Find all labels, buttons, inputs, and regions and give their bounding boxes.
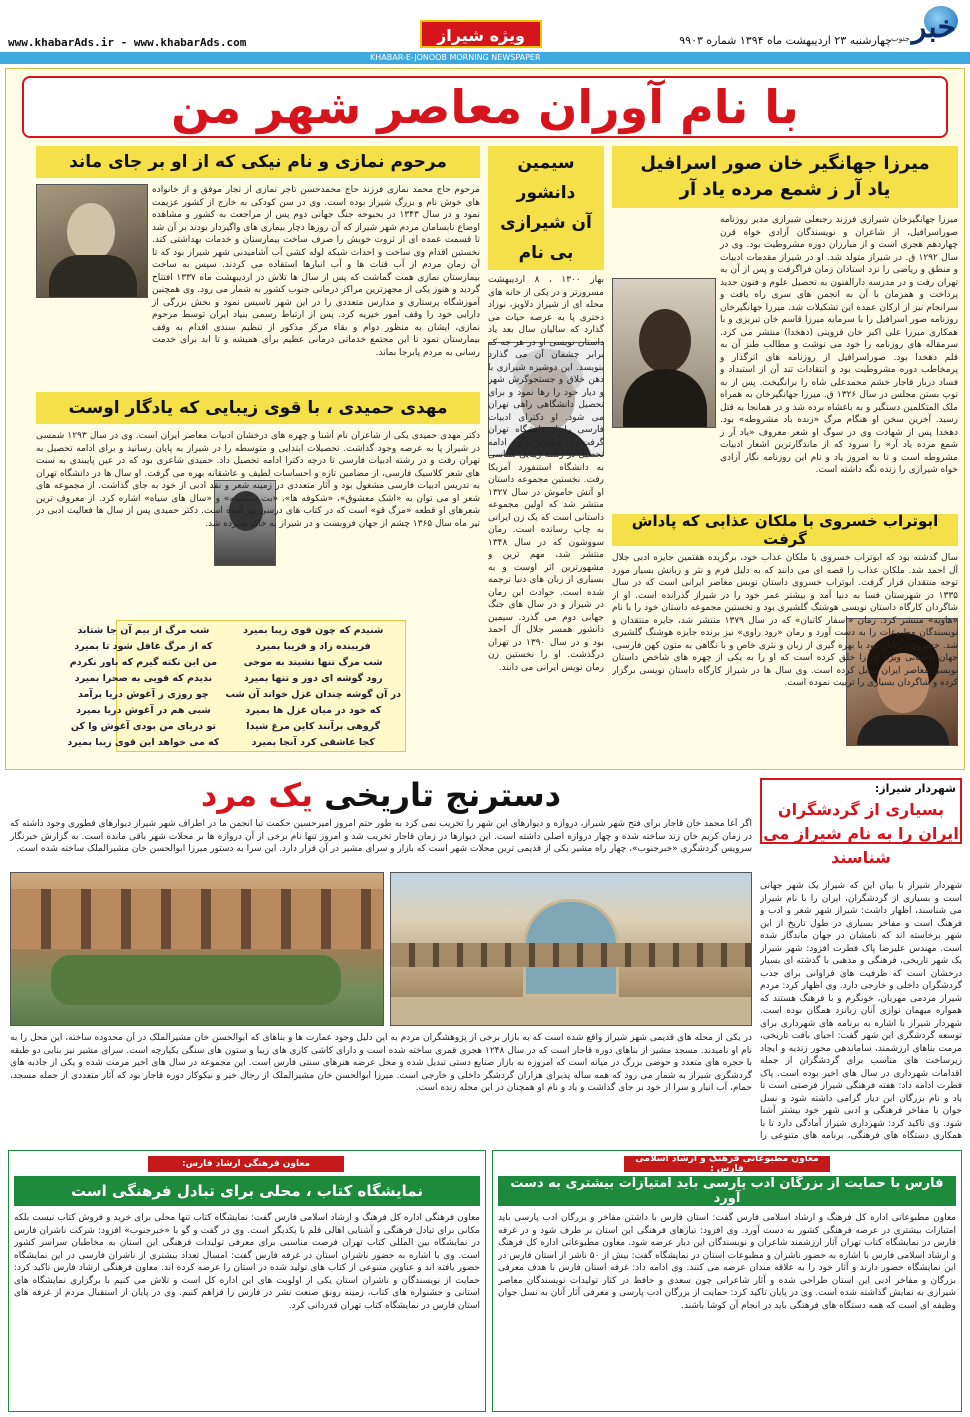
mayor-kicker: شهردار شیراز: xyxy=(874,782,956,795)
namazi-body: مرحوم حاج محمد نمازی فرزند حاج محمدحسن تاجر نمازی از تجار موفق و از خانواده های خوش نام و بزرگ شیراز بوده است. وی در سن کودکی به خارج از کشور عزیمت نمود و در سال ۱۳۴۳ در بحبوحه جنگ جهانی دوم پس از مراجعت به کشور و مشاهده اوضاع نابسامان مردم شهر شیراز که آن روزها دچار بیماری های واگیردار بودند بر آن شد تا قسمت عمده ای از ثروت خویش را صرف ساخت بیمارستان و خدمات بهداشتی کند. نخستین اقدام وی ساخت و احداث شبکه لوله کشی آب آشامیدنی شهر شیراز بود که تا آن زمان مردم از آب قنات ها و آب انبارها استفاده می کردند. سپس به ساخت بیمارستان نمازی همت گماشت که پس از سال ها تلاش در اردیبهشت ماه ۱۳۳۷ افتتاح گردید و هنوز یکی از مجهزترین مراکز درمانی جنوب کشور به شمار می رود. وی همچنین آموزشگاه پرستاری و مدارس متعددی را در این شهر تاسیس نمود و بخش بزرگی از دارایی خود را وقف امور خیریه کرد. پس از ارتباط رسمی بنیاد ایران توسط مرحوم نمازی، ایشان به منظور دوام و بقاء مرکز مذکور از تنظیم سندی اقدام به وقف بیمارستان نمود تا این مجتمع خدماتی درمانی عظیم برای همیشه و تا ابد برای خدمت رسانی به مردم پابرجا بماند. xyxy=(152,185,480,358)
hamidi-poem-box xyxy=(67,620,406,752)
hamidi-title: مهدی حمیدی ، با قوی زیبایی که یادگار اوست xyxy=(36,392,480,424)
dastranj-title xyxy=(10,776,752,816)
masthead xyxy=(0,0,970,68)
saray-arches xyxy=(11,889,384,949)
poem-line: شنیدم که چون قوی زیبا بمیرد xyxy=(243,625,384,636)
special-label: ویژه شیراز xyxy=(420,20,542,48)
newspaper-logo xyxy=(890,4,964,48)
main-title-banner xyxy=(22,76,948,138)
sooresrafil-title-line2: یاد آر ز شمع مرده یاد آر xyxy=(679,179,891,200)
sooresrafil-title xyxy=(612,146,958,208)
poem-line: در آن گوشه چندان غزل خواند آن شب xyxy=(225,689,401,700)
website-url: www.khabarAds.ir - www.khabarAds.com xyxy=(8,36,247,49)
dastranj-title-part1: دسترنج تاریخی xyxy=(324,776,562,814)
poem-line: شبی هم در آغوش دریا بمیرد xyxy=(76,705,211,716)
hamidi-body-tail xyxy=(36,620,112,752)
namazi-title: مرحوم نمازی و نام نیکی که از او بر جای ماند xyxy=(36,146,480,178)
mosque-arcade xyxy=(391,943,752,967)
fars-adab-body: معاون مطبوعاتی اداره کل فرهنگ و ارشاد اسلامی فارس گفت: استان فارس با داشتن مفاخر و بزرگان ادب پارسی باید امتیازات بیشتری در عرصه فرهنگی کشور به دست آورد. وی افزود: نیازهای فرهنگی این استان بر طرف شود و در غرفه فارس در نمایشگاه کتاب تهران آثار ارزشمند شاعران و نویسندگان این دیار عرضه شود. معاون مطبوعاتی اداره کل فرهنگ و ارشاد اسلامی فارس با اشاره به حضور ناشران و مطبوعات استان در نمایشگاه گفت: بیش از ۵۰ ناشر از استان فارس در این نمایشگاه حضور دارند و آثار خود را به علاقه مندان عرضه می کنند. وی ادامه داد: غرفه استان فارس با هدف معرفی بزرگان و مفاخر ادبی این استان طراحی شده و آثار شاعرانی چون سعدی و حافظ در کنار تولیدات نویسندگان معاصر شیرازی به نمایش گذاشته شده است. وی در پایان تاکید کرد: حمایت از بزرگان ادب پارسی و معرفی آثار آنان به نسل جوان وظیفه ای است که همه دستگاه های فرهنگی باید در انجام آن کوشا باشند. xyxy=(498,1213,956,1311)
fars-adab-kicker: معاون مطبوعاتی فرهنگ و ارشاد اسلامی فارس : xyxy=(624,1156,830,1172)
mayor-title: بسیاری از گردشگران ایران را به نام شیراز می شناسند xyxy=(763,800,959,867)
simin-title-line2: آن شیرازی xyxy=(500,213,592,233)
simin-title-line3: بی نام xyxy=(518,243,574,263)
poem-line: که از مرگ غافل شود تا بمیرد xyxy=(74,641,213,652)
sooresrafil-body: میرزا جهانگیرخان شیرازی فرزند رجبعلی شیرازی مدیر روزنامه صوراسرافیل، از شاعران و نویسندگان آزادی خواه قرن چهاردهم هجری است و از مبارزان دوره مشروطیت بود. وی در سال ۱۲۹۲ ق. در شیراز متولد شد. او در شیراز مقدمات ادبیات و منطق و ریاضی را نزد استادان زمان فراگرفت و پس از آن به تهران رفت و در مدرسه دارالفنون به تحصیل علوم و فنون جدید پرداخت و همزمان با آن به انجمن های سری راه یافت و سرانجام نیز از ارکان عمده این تشکیلات شد. میرزا جهانگیرخان روزنامه صور اسرافیل را با سرمایه میرزا قاسم خان تبریزی و با همکاری میرزا علی اکبر خان قزوینی (دهخدا) منتشر می کرد. سرمقاله های روزنامه را خود می نوشت و مطالب طنز آن به قلم دهخدا بود. صوراسرافیل از روزنامه های اثرگذار و پرمخاطب دوره مشروطیت بود و انتقادات تند آن از استبداد و فساد دربار قاجار خشم محمدعلی شاه را برانگیخت. پس از به توپ بستن مجلس در سال ۱۳۲۶ ق. میرزا جهانگیرخان به همراه ملک المتکلمین دستگیر و به باغشاه برده شد و در همانجا به قتل رسید. آخرین سخن او هنگام مرگ «زنده باد مشروطه» بود. دهخدا پس از شهادت وی در سوگ او شعر معروف «یاد آر ز شمع مرده یاد آر» را سرود که از ماندگارترین اشعار ادبیات مشروطه است و تا به امروز یاد و نام این روزنامه نگار آزادی خواه شیرازی را زنده نگه داشته است. xyxy=(720,215,958,475)
khosravi-title: ابوتراب خسروی با ملکان عذابی که پاداش گرفت xyxy=(612,514,958,546)
poem-line: چو روزی ز آغوش دریا برآمد xyxy=(78,689,209,700)
simin-photo-mask xyxy=(488,342,604,456)
namayeshgah-kicker: معاون فرهنگی ارشاد فارس: xyxy=(148,1156,344,1172)
mosque-photo xyxy=(390,872,752,1026)
mayor-body: شهردار شیراز با بیان این که شیراز یک شهر جهانی است و بسیاری از گردشگران، ایران را با نام شیراز می شناسند، اظهار داشت: شیراز شهر شعر و ادب و فرهنگ است و مفاخر بسیاری در طول تاریخ از این شهر برخاسته اند که نامشان در جهان ماندگار شده است. مهندس علیرضا پاک فطرت افزود: شهر شیراز یک شهر تاریخی، فرهنگی و مذهبی با گذشته ای بسیار درخشان است که ظرفیت های فراوانی برای جذب گردشگران داخلی و خارجی دارد. وی اظهار کرد: مردم شیراز مردمی مهربان، خونگرم و با فرهنگ هستند که همواره میهمان نوازی آنان زبانزد همگان بوده است. شهردار شیراز با اشاره به برنامه های شهرداری برای توسعه گردشگری این شهر گفت: احیای بافت تاریخی، مرمت بناهای ارزشمند، ساماندهی محور زندیه و ایجاد زیرساخت های مناسب برای گردشگران از جمله اقدامات شهرداری در سال های اخیر بوده است. پاک فطرت ادامه داد: هفته فرهنگی شیراز فرصتی است تا یاد و نام بزرگان این دیار گرامی داشته شود و نسل جوان با مفاخر فرهنگی و ادبی شهر خود بیشتر آشنا شود. وی تاکید کرد: شهرداری شیراز آمادگی دارد تا با همکاری دستگاه های فرهنگی، برنامه های متنوعی را xyxy=(760,881,962,1141)
poem-line: تو دریای من بودی آغوش وا کن xyxy=(70,721,216,732)
khosravi-body: سال گذشته بود که ابوتراب خسروی با ملکان عذاب خود، برگزیده هفتمین جایزه ادبی جلال آل احمد شد. ملکان عذاب را قصه ای می دانند که به دلیل فرم و نثر و زبانش بسیار مورد توجه منتقدان قرار گرفت. ابوتراب خسروی داستان نویس معاصر ایرانی است که در سال ۱۳۳۵ در شهرستان فسا به دنیا آمد و بیشتر عمر خود را در شیراز گذرانده است. او از شاگردان کارگاه داستان نویسی هوشنگ گلشیری بود و نخستین مجموعه داستان خود را با نام «هاویه» منتشر کرد. رمان «اسفار کاتبان» که در سال ۱۳۷۹ منتشر شد، جایزه منتقدان و نویسندگان مطبوعات را به دست آورد و رمان «رود راوی» نیز برنده جایزه هوشنگ گلشیری شد. خسروی در آثار خود با بهره گیری از زبان و نثری خاص و با نگاهی به متون کهن فارسی، جهان داستانی ویژه ای را خلق کرده است که او را به یکی از چهره های شاخص داستان نویسی معاصر ایران تبدیل کرده است. وی سال ها در شیراز کارگاه داستان نویسی برگزار کرده و شاگردان بسیاری را تربیت نموده است. xyxy=(612,553,958,688)
mosque-courtyard xyxy=(391,997,752,1026)
poem-line: من این نکته گیرم که باور نکردم xyxy=(69,657,218,668)
dastranj-body-bottom: در یکی از محله های قدیمی شهر شیراز واقع شده است که به بازار برخی از پژوهشگران مردم به این دلیل وجود عمارت ها و بناهای که ابوالحسن خان مشیرالملک در آن محدوده ساخته، این محل را به نام او نامیدند. مسجد مشیر از بناهای دوره قاجار است که در سال ۱۲۴۸ هجری قمری ساخته شده است و دارای کاشی کاری های زیبا و ستون های سنگی یکپارچه است. سرای مشیر نیز بنایی دو طبقه با حجره های متعدد و حوضی بزرگ در میانه است که امروزه به بازار صنایع دستی تبدیل شده و محل عرضه هنرهای سنتی فارس است. این مجموعه در سال های اخیر مرمت شده و یکی از جاذبه های گردشگری شیراز به شمار می رود که همه ساله پذیرای هزاران گردشگر داخلی و خارجی است. میرزا ابوالحسن خان مشیرالملک از رجال خیر و نیکوکار دوره قاجار بود که آثار متعددی از جمله مسجد، حمام، آب انبار و سرا از خود بر جای گذاشت و یاد و نام او همچنان در این محله زنده است. xyxy=(10,1033,752,1093)
namayeshgah-body: معاون فرهنگی اداره کل فرهنگ و ارشاد اسلامی فارس گفت: نمایشگاه کتاب تنها محلی برای خرید و فروش کتاب نیست بلکه مکانی برای تبادل فرهنگی و آشنایی اهالی قلم با یکدیگر است. وی در گفت و گو با «خبرجنوب» افزود: شرکت ناشران فارس در نمایشگاه بین المللی کتاب تهران فرصت مناسبی برای معرفی تولیدات فرهنگی این استان به مخاطبان سراسر کشور است. وی با اشاره به حضور ناشران استان در غرفه فارس گفت: امسال تعداد بیشتری از ناشران فارسی در این نمایشگاه حضور یافته اند و عناوین متنوعی از کتاب های تولید شده در استان را عرضه کرده اند. معاون فرهنگی ارشاد فارس تاکید کرد: حمایت از نویسندگان و ناشران استان یکی از اولویت های این اداره کل است و تلاش می کنیم با برگزاری نمایشگاه های استانی و جشنواره های کتاب، زمینه رونق صنعت نشر در فارس را فراهم کنیم. وی در پایان از استقبال مردم از غرفه های استان فارس در نمایشگاه کتاب تهران قدردانی کرد. xyxy=(14,1213,480,1311)
fars-adab-title: فارس با حمایت از بزرگان ادب پارسی باید امتیازات بیشتری به دست آورد xyxy=(498,1176,956,1206)
namayeshgah-title: نمایشگاه کتاب ، محلی برای تبادل فرهنگی است xyxy=(14,1176,480,1206)
poem-line: فریبنده زاد و فریبا بمیرد xyxy=(255,641,371,652)
poem-line: رود گوشه ای دور و تنها بمیرد xyxy=(243,673,383,684)
dastranj-body-top: اگر آغا محمد خان قاجار برای فتح شهر شیراز، دروازه و دیوارهای این شهر را تخریب نمی کرد به طور حتم امروز امیرحسین حکمت تبا انجمن ما در اطراف شهر شیراز دیوارهای قطوری وجود داشته که در زمان کریم خان زند ساخته شده و چهار دروازه اصلی داشته است. این دیوارها در زمان قاجار تخریب شد و امروز تنها نام برخی از آن دروازه ها بر محلات شهر باقی مانده است. به گزارش خبرنگار سرویس گردشگری «خبرجنوب»، چهار راه مشیر یکی از قدیمی ترین محلات شهر است که بازار و سرای مشیر در آن قرار دارد. این سرا به دستور میرزا ابوالحسن خان مشیرالملک ساخته شده است. xyxy=(10,819,752,854)
poem-line: گروهی برآنند کاین مرغ شیدا xyxy=(246,721,381,732)
saray-trees xyxy=(51,955,341,1005)
simin-title-line1: سیمین دانشور xyxy=(516,153,576,203)
hamidi-body: دکتر مهدی حمیدی یکی از شاعران نام آشنا و چهره های درخشان ادبیات معاصر ایران است. وی در سال ۱۲۹۳ شمسی در شیراز پا به عرصه وجود گذاشت. تحصیلات ابتدایی و متوسطه را در شیراز به پایان رسانید و برای ادامه تحصیل به تهران رفت و در رشته ادبیات فارسی تا درجه دکترا ادامه تحصیل داد. حمیدی شاعری بود که در عین پایبندی به سنت های شعر کلاسیک فارسی، از مضامین تازه و احساسات لطیف و عاشقانه بهره می گرفت. او سال ها در دانشگاه تهران به تدریس ادبیات فارسی مشغول بود و آثار متعددی در زمینه شعر و نقد ادبی از خود به جای گذاشت. از مجموعه های شعر او می توان به «اشک معشوق»، «شکوفه ها»، «بت شکسته» و «سال های سیاه» اشاره کرد. از معروف ترین شعرهای او قطعه «مرگ قو» است که در کتاب های درسی نیز آمده است. دکتر حمیدی پس از سال ها فعالیت ادبی در تیر ماه سال ۱۳۶۵ چشم از جهان فروبست و در شیراز به خاک سپرده شد. xyxy=(36,431,480,529)
logo-text: خبر xyxy=(911,10,956,45)
poem-column-1 xyxy=(225,623,401,749)
dastranj-title-part2: یک مرد xyxy=(200,776,313,814)
poem-line: شب مرگ از بیم آن جا شتابد xyxy=(77,625,210,636)
simin-body: بهار ۱۳۰۰ ، ۸ اردیبهشت مسرورتر و در یکی از خانه های محله ای از شیراز دلاویز، نوزاد دختری پا به عرصه حیات می گذارد که سالیان سال بعد یاد داستان نویسی او در هر جه که برابر چشمان آن می گذارد بنویسد. این دوشیزه شیرازی با ذهن خلاق و جستجوگرش شهر و دیار خود را رها نمود و برای تحصیل دانشگاهی راهی تهران می شود. او دکترای ادبیات فارسی را از دانشگاه تهران گرفت و سپس برای ادامه تحصیل در رشته زیبایی شناسی به دانشگاه استنفورد آمریکا رفت. نخستین مجموعه داستان او آتش خاموش در سال ۱۳۲۷ منتشر شد که اولین مجموعه داستانی است که یک زن ایرانی به چاپ رسانده است. رمان سووشون که در سال ۱۳۴۸ منتشر شد، مهم ترین و مشهورترین اثر اوست و به بسیاری از زبان های دنیا ترجمه شده است. حوادث این رمان در شیراز و در سال های جنگ جهانی دوم می گذرد. سیمین دانشور همسر جلال آل احمد بود و در سال ۱۳۹۰ در تهران درگذشت. او را نخستین زن رمان نویس ایرانی می دانند. xyxy=(488,275,604,673)
sooresrafil-title-line1: میرزا جهانگیر خان صور اسرافیل xyxy=(640,153,930,174)
poem-line: که می خواهد این قوی زیبا بمیرد xyxy=(67,737,220,748)
poem-line: کجا عاشقی کرد آنجا بمیرد xyxy=(251,737,375,748)
poem-line: ندیدم که قویی به صحرا بمیرد xyxy=(74,673,213,684)
saray-photo xyxy=(10,872,384,1026)
main-title: با نام آوران معاصر شهر من xyxy=(171,80,799,134)
issue-date: چهارشنبه ۲۳ اردیبهشت ماه ۱۳۹۴ شماره ۹۹۰۳ xyxy=(679,34,892,47)
logo-subtext: جنوب xyxy=(890,34,910,43)
poem-line: شب مرگ تنها نشیند به موجی xyxy=(243,657,383,668)
english-name: KHABAR-E-JONOOB MORNING NEWSPAPER xyxy=(370,53,541,62)
poem-line: که خود در میان غزل ها بمیرد xyxy=(245,705,382,716)
simin-title xyxy=(488,146,604,270)
